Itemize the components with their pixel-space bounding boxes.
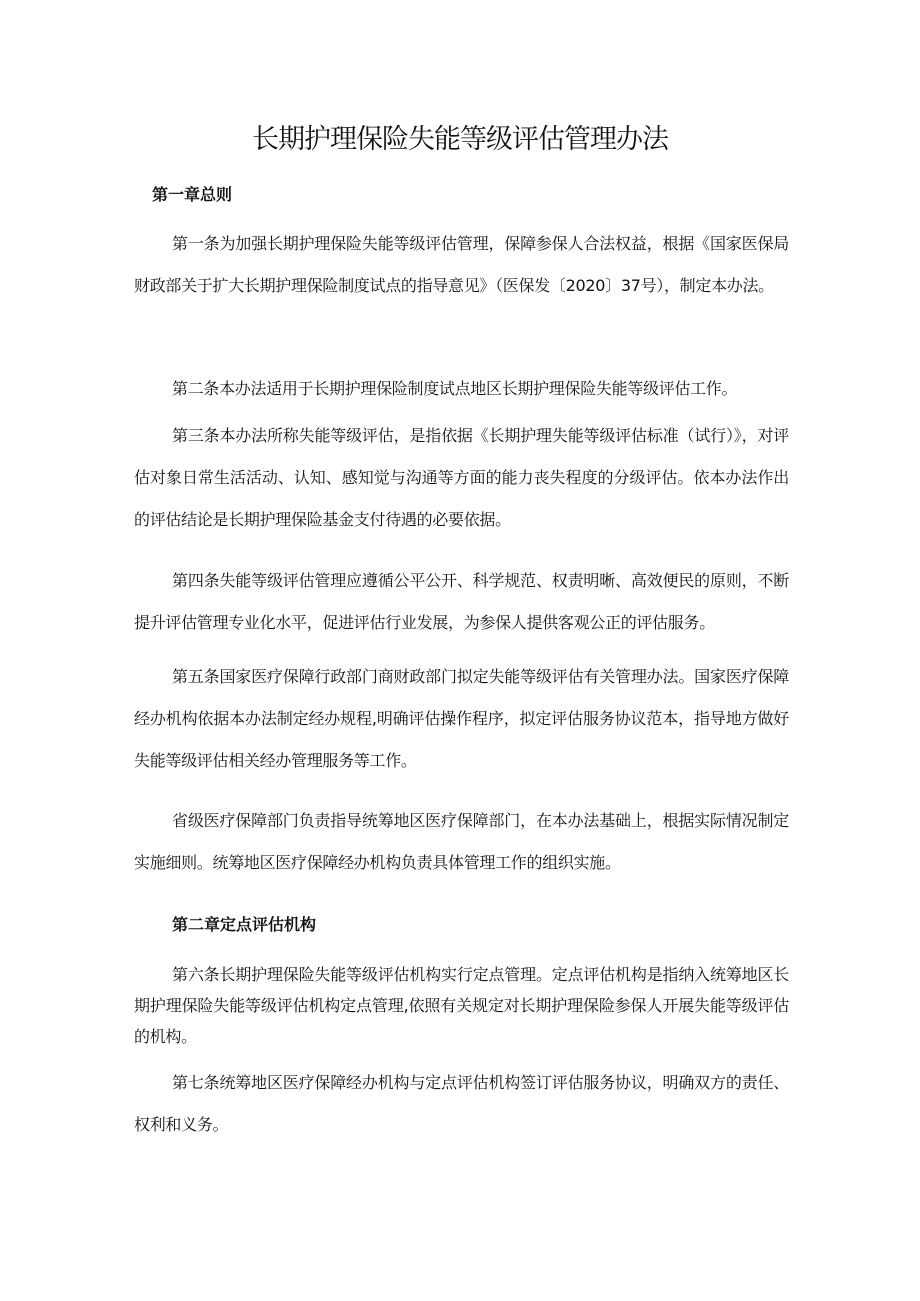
article-1-paragraph: 第一条为加强长期护理保险失能等级评估管理，保障参保人合法权益，根据《国家医保局财政部关于扩大长期护理保险制度试点的指导意见》（医保发〔2020〕37号），制定本办法。 <box>134 234 789 295</box>
chapter-2-heading: 第二章定点评估机构 <box>172 915 317 934</box>
article-4-paragraph: 第四条失能等级评估管理应遵循公平公开、科学规范、权责明晰、高效便民的原则，不断提升评估管理专业化水平，促进评估行业发展，为参保人提供客观公正的评估服务。 <box>134 571 789 632</box>
provincial-paragraph: 省级医疗保障部门负责指导统筹地区医疗保障部门，在本办法基础上，根据实际情况制定实施细则。统筹地区医疗保障经办机构负责具体管理工作的组织实施。 <box>134 811 789 872</box>
chapter-1-heading: 第一章总则 <box>152 185 233 204</box>
article-7-paragraph: 第七条统筹地区医疗保障经办机构与定点评估机构签订评估服务协议，明确双方的责任、权利和义务。 <box>134 1073 789 1134</box>
article-6-paragraph: 第六条长期护理保险失能等级评估机构实行定点管理。定点评估机构是指纳入统筹地区长期护理保险失能等级评估机构定点管理,依照有关规定对长期护理保险参保人开展失能等级评估的机构。 <box>134 965 789 1046</box>
document-title: 长期护理保险失能等级评估管理办法 <box>252 124 668 155</box>
article-2-paragraph: 第二条本办法适用于长期护理保险制度试点地区长期护理保险失能等级评估工作。 <box>172 379 738 398</box>
article-3-paragraph: 第三条本办法所称失能等级评估，是指依据《长期护理失能等级评估标准（试行）》，对评估对象日常生活活动、认知、感知觉与沟通等方面的能力丧失程度的分级评估。依本办法作出的评估结论是长期护理保险基金支付待遇的必要依据。 <box>134 426 789 529</box>
article-5-paragraph: 第五条国家医疗保障行政部门商财政部门拟定失能等级评估有关管理办法。国家医疗保障经办机构依据本办法制定经办规程,明确评估操作程序，拟定评估服务协议范本，指导地方做好失能等级评估相关经办管理服务等工作。 <box>134 667 789 770</box>
